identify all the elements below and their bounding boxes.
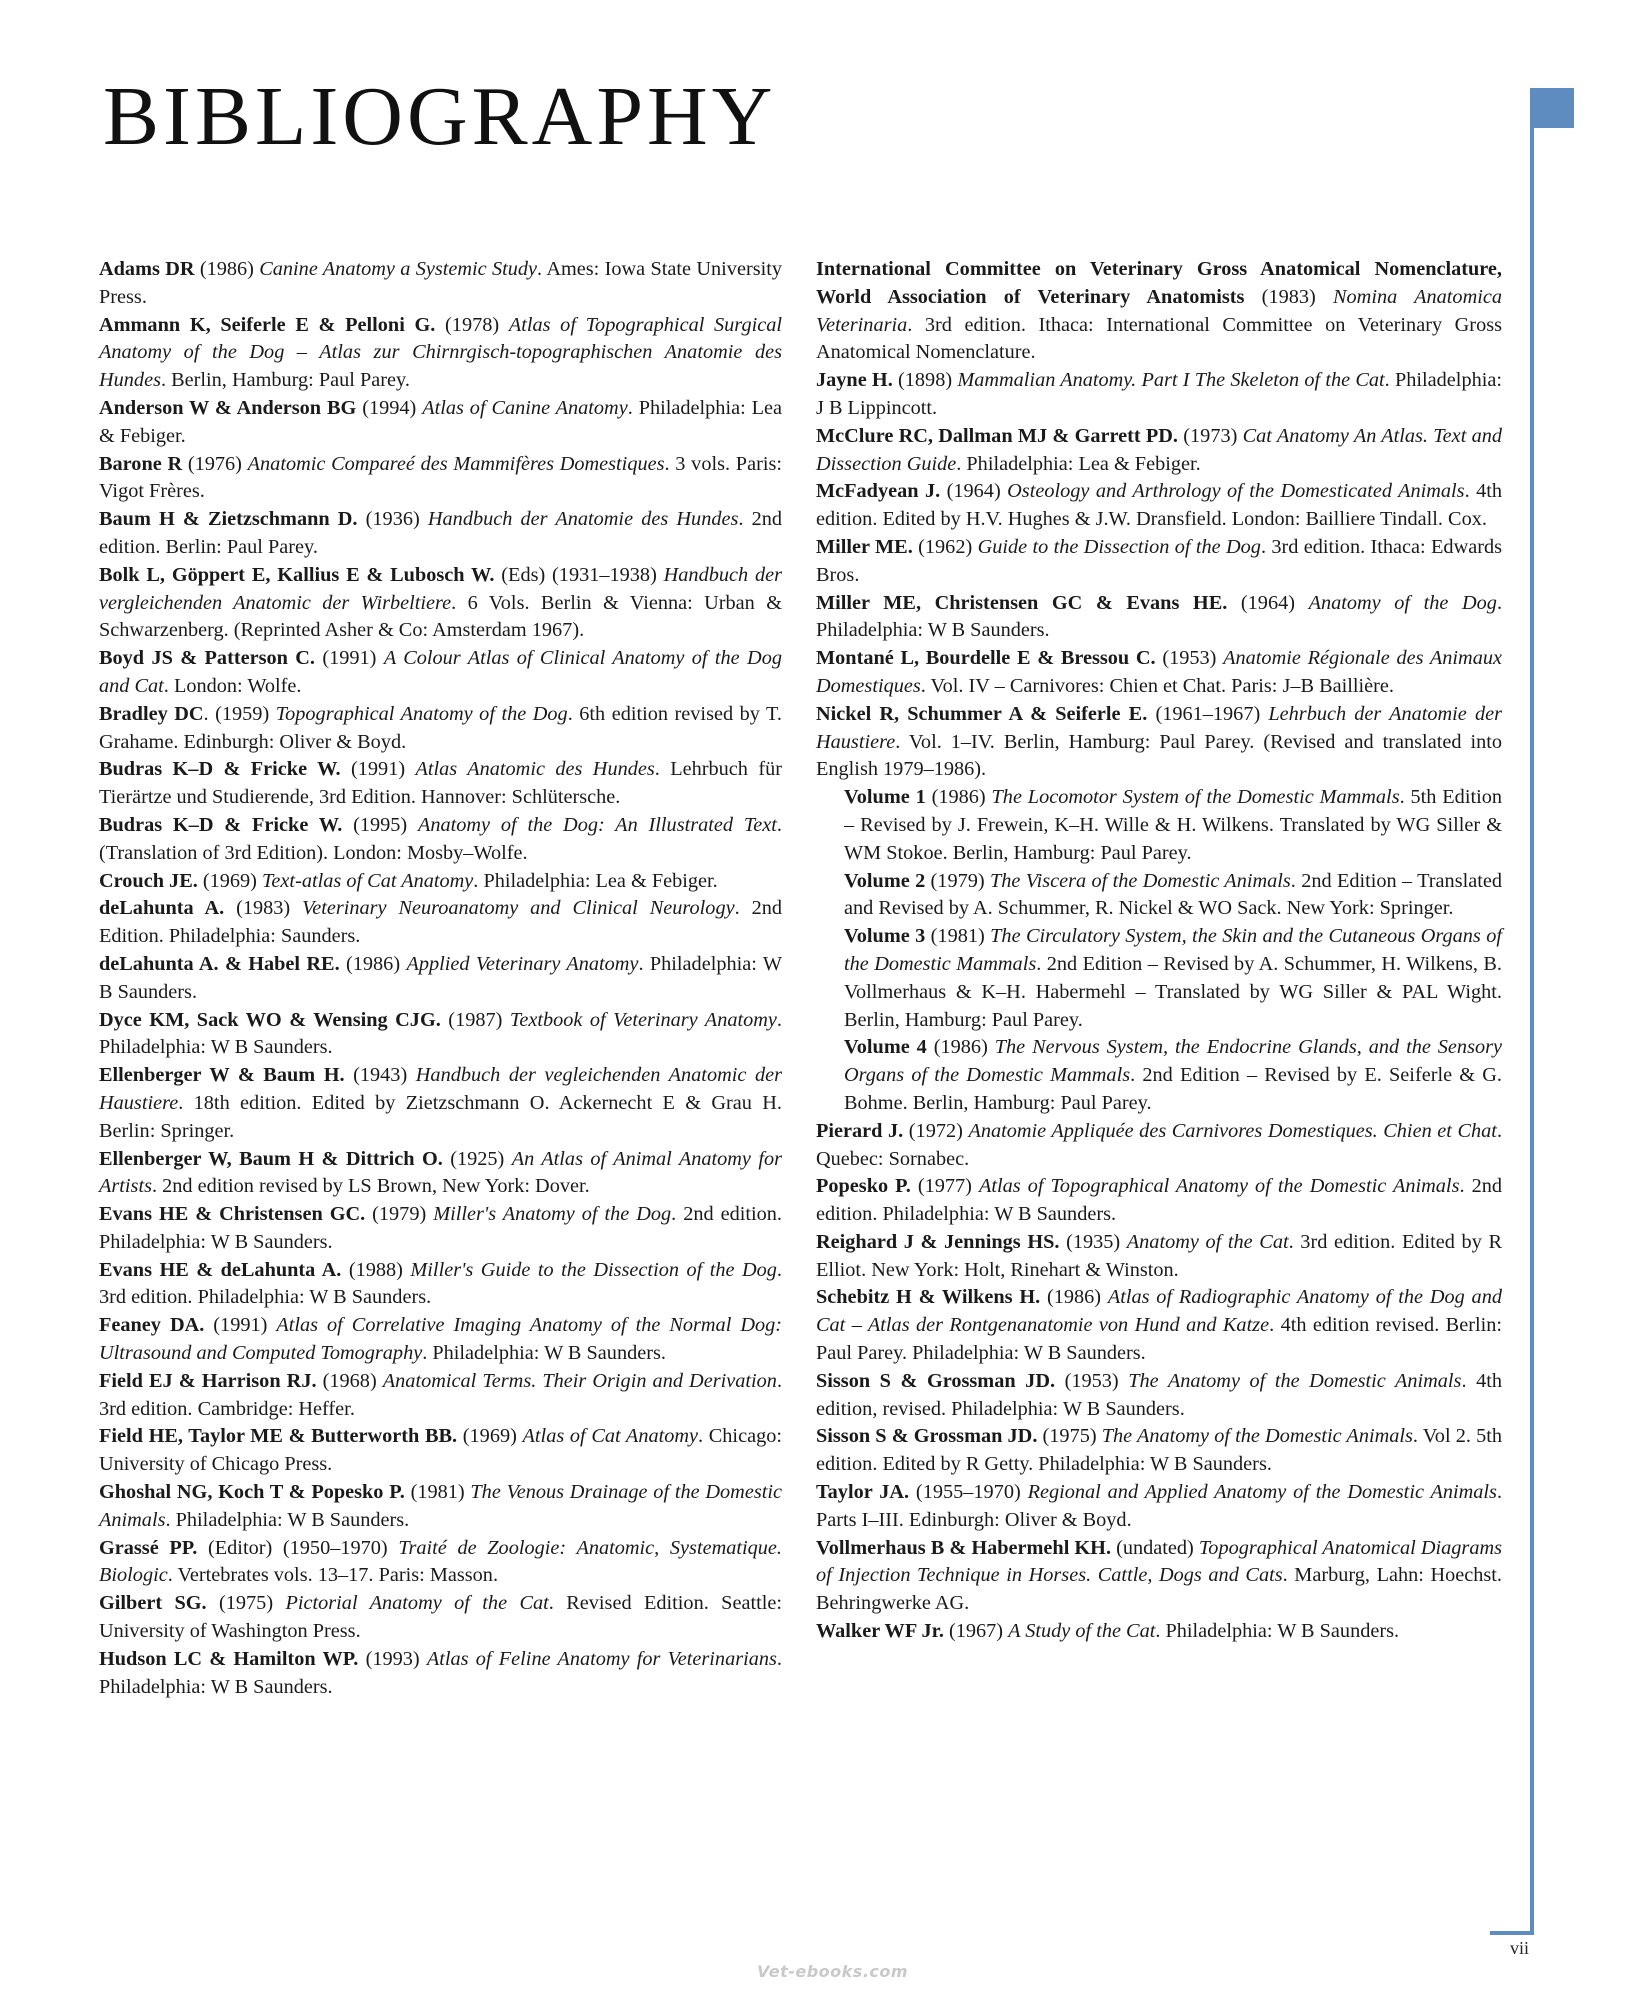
- entry-title: The Viscera of the Domestic Animals: [989, 869, 1291, 892]
- entry-year: (1979): [365, 1203, 434, 1226]
- entry-year: (1994): [356, 396, 423, 419]
- bibliography-entry: [99, 1201, 782, 1257]
- entry-details: . 2nd Edition. Philadelphia: Saunders.: [99, 897, 782, 948]
- bibliography-entry: [99, 562, 782, 645]
- entry-year: (1967): [943, 1620, 1009, 1643]
- entry-author: Popesko P.: [816, 1175, 911, 1198]
- entry-author: Montané L, Bourdelle E & Bressou C.: [816, 647, 1156, 670]
- bibliography-entry: [99, 645, 782, 701]
- entry-author: deLahunta A.: [99, 897, 225, 920]
- entry-details: . 3rd edition. Philadelphia: W B Saunders.: [99, 1258, 782, 1309]
- entry-author: Sisson S & Grossman JD.: [816, 1425, 1038, 1448]
- entry-details: . Ames: Iowa State University Press.: [99, 258, 783, 308]
- entry-title: Anatomie Appliquée des Carnivores Domestiques. Chien et Chat: [968, 1119, 1497, 1142]
- entry-title: Handbuch der vergleichenden Anatomic der Wirbeltiere: [99, 563, 782, 614]
- entry-title: Canine Anatomy a Systemic Study: [259, 258, 538, 280]
- entry-title: Anatomy of the Dog: [1308, 591, 1497, 614]
- entry-author: Crouch JE.: [99, 869, 198, 892]
- entry-year: (1986): [339, 952, 407, 975]
- bibliography-entry: [816, 645, 1502, 701]
- entry-year: (1986): [926, 1036, 995, 1059]
- entry-author: Vollmerhaus B & Habermehl KH.: [816, 1536, 1112, 1559]
- entry-details: . 3 vols. Paris: Vigot Frères.: [99, 452, 782, 503]
- bibliography-subentry: [816, 868, 1502, 924]
- bibliography-entry: [99, 1535, 782, 1591]
- entry-details: . Vol 2. 5th edition. Edited by R Getty. Philadelphia: W B Saunders.: [816, 1425, 1502, 1476]
- entry-year: (1987): [440, 1008, 510, 1031]
- entry-author: Pierard J.: [816, 1119, 904, 1142]
- bibliography-entry: [99, 1062, 782, 1145]
- page-title: BIBLIOGRAPHY: [103, 70, 777, 163]
- page-number: vii: [1510, 1938, 1530, 1958]
- entry-author: Sisson S & Grossman JD.: [816, 1369, 1056, 1392]
- entry-details: . Philadelphia: W B Saunders.: [1155, 1620, 1400, 1643]
- entry-author: Ellenberger W & Baum H.: [99, 1064, 345, 1087]
- entry-details: . 2nd edition. Philadelphia: W B Saunders.: [99, 1203, 782, 1253]
- entry-year: (Editor) (1950–1970): [197, 1536, 399, 1559]
- entry-author: Volume 1: [844, 786, 926, 809]
- entry-author: Anderson W & Anderson BG: [99, 396, 357, 419]
- entry-details: . Marburg, Lahn: Hoechst. Behringwerke AG.: [816, 1564, 1502, 1615]
- entry-year: (undated): [1111, 1536, 1199, 1559]
- entry-author: Barone R: [99, 452, 183, 475]
- bibliography-entry: [99, 868, 782, 896]
- entry-author: Schebitz H & Wilkens H.: [816, 1286, 1041, 1309]
- entry-year: (1981): [925, 925, 991, 948]
- entry-title: Atlas of Feline Anatomy for Veterinarians: [426, 1647, 777, 1670]
- entry-year: (1936): [357, 508, 428, 531]
- entry-title: Atlas of Correlative Imaging Anatomy of the Normal Dog: Ultrasound and Computed Tomography: [99, 1314, 782, 1365]
- entry-details: . 6th edition revised by T. Grahame. Edinburgh: Oliver & Boyd.: [99, 702, 783, 753]
- watermark: Vet-ebooks.com: [757, 1962, 909, 1981]
- entry-author: Hudson LC & Hamilton WP.: [99, 1647, 359, 1670]
- entry-details: . Philadelphia: W B Saunders.: [99, 1647, 782, 1698]
- entry-author: Walker WF Jr.: [816, 1620, 944, 1643]
- entry-author: Bolk L, Göppert E, Kallius E & Lubosch W.: [99, 563, 495, 586]
- bibliography-entry: [99, 395, 782, 451]
- entry-author: Field HE, Taylor ME & Butterworth BB.: [99, 1425, 458, 1448]
- entry-title: Handbuch der vegleichenden Anatomic der Haustiere: [99, 1064, 782, 1114]
- bibliography-entry: [99, 1007, 782, 1063]
- bibliography-entry: [816, 1368, 1502, 1424]
- entry-year: (1975): [1037, 1425, 1102, 1448]
- bibliography-entry: [99, 1257, 782, 1313]
- entry-author: Miller ME.: [816, 535, 913, 558]
- entry-title: Handbuch der Anatomie des Hundes: [427, 508, 739, 531]
- entry-title: Atlas of Canine Anatomy: [422, 396, 628, 419]
- entry-details: . 6 Vols. Berlin & Vienna: Urban & Schwarzenberg. (Reprinted Asher & Co: Amsterdam 1967).: [99, 591, 782, 642]
- entry-title: Miller's Anatomy of the Dog: [433, 1203, 672, 1226]
- entry-year: (1993): [358, 1647, 427, 1670]
- entry-details: . Chicago: University of Chicago Press.: [99, 1425, 782, 1476]
- entry-year: (1978): [435, 313, 509, 336]
- entry-year: (1979): [925, 869, 990, 892]
- entry-details: . 4th edition. Edited by H.V. Hughes & J.W. Dransfield. London: Bailliere Tindall. Cox.: [816, 480, 1503, 531]
- entry-title: Lehrbuch der Anatomie der Haustiere: [816, 702, 1502, 753]
- bibliography-entry: [99, 1146, 782, 1202]
- entry-details: . Parts I–III. Edinburgh: Oliver & Boyd.: [816, 1481, 1503, 1531]
- bibliography-entry: [816, 590, 1502, 646]
- entry-title: Anatomical Terms. Their Origin and Derivation: [382, 1369, 777, 1392]
- entry-details: . Philadelphia: Lea & Febiger.: [99, 396, 783, 447]
- entry-title: Nomina Anatomica Veterinaria: [816, 285, 1502, 336]
- entry-title: Atlas of Cat Anatomy: [522, 1425, 699, 1448]
- entry-author: deLahunta A. & Habel RE.: [99, 952, 340, 975]
- bibliography-subentry: [816, 784, 1502, 867]
- entry-author: Budras K–D & Fricke W.: [99, 758, 341, 781]
- entry-author: Reighard J & Jennings HS.: [816, 1230, 1060, 1253]
- bibliography-entry: [816, 1618, 1502, 1646]
- entry-title: Veterinary Neuroanatomy and Clinical Neurology: [302, 897, 735, 920]
- entry-year: (1969): [457, 1425, 523, 1448]
- entry-year: (1964): [940, 480, 1008, 503]
- entry-details: . 5th Edition – Revised by J. Frewein, K–H. Wille & H. Wilkens. Translated by WG Siller & WM Stokoe. Berlin, Hamburg: Paul Parey.: [844, 786, 1503, 864]
- bibliography-left-column: [99, 256, 782, 1701]
- entry-year: (1975): [206, 1592, 286, 1615]
- entry-year: (1925): [442, 1147, 512, 1170]
- entry-title: The Venous Drainage of the Domestic Animals: [99, 1481, 782, 1531]
- bibliography-entry: [816, 256, 1502, 367]
- entry-title: Text-atlas of Cat Anatomy: [262, 869, 474, 892]
- entry-author: McClure RC, Dallman MJ & Garrett PD.: [816, 424, 1179, 447]
- entry-title: A Study of the Cat: [1008, 1620, 1156, 1643]
- entry-author: Baum H & Zietzschmann D.: [99, 508, 358, 531]
- entry-year: (1973): [1178, 424, 1243, 447]
- entry-title: Atlas Anatomic des Hundes: [415, 758, 655, 781]
- accent-foot-rule: [1490, 1931, 1534, 1935]
- entry-details: . Philadelphia: W B Saunders.: [422, 1342, 666, 1365]
- entry-author: Nickel R, Schummer A & Seiferle E.: [816, 702, 1148, 725]
- entry-author: Evans HE & Christensen GC.: [99, 1203, 366, 1226]
- entry-details: . London: Wolfe.: [163, 674, 302, 697]
- bibliography-subentry: [816, 1034, 1502, 1117]
- bibliography-entry: [816, 701, 1502, 784]
- entry-year: (1983): [1244, 285, 1334, 308]
- accent-tab-block: [1530, 88, 1574, 128]
- entry-title: The Anatomy of the Domestic Animals: [1101, 1425, 1413, 1448]
- entry-title: An Atlas of Animal Anatomy for Artists: [99, 1147, 782, 1198]
- entry-details: . (Translation of 3rd Edition). London: Mosby–Wolfe.: [99, 813, 782, 864]
- bibliography-subentry: [816, 923, 1502, 1034]
- entry-details: . 3rd edition. Ithaca: Edwards Bros.: [816, 535, 1503, 586]
- entry-details: . 3rd edition. Ithaca: International Committee on Veterinary Gross Anatomical Nomenclature.: [816, 313, 1502, 364]
- entry-author: Ammann K, Seiferle E & Pelloni G.: [99, 313, 436, 336]
- bibliography-entry: [99, 256, 782, 312]
- entry-author: Adams DR: [99, 258, 195, 280]
- entry-author: Dyce KM, Sack WO & Wensing CJG.: [99, 1008, 441, 1031]
- entry-details: . Vol. IV – Carnivores: Chien et Chat. Paris: J–B Baillière.: [920, 674, 1394, 697]
- entry-details: . Philadelphia: J B Lippincott.: [816, 369, 1502, 419]
- bibliography-entry: [816, 423, 1502, 479]
- entry-year: (1983): [224, 897, 303, 920]
- entry-author: Evans HE & deLahunta A.: [99, 1258, 342, 1281]
- entry-author: Volume 4: [844, 1036, 927, 1059]
- entry-year: (1991): [314, 647, 384, 670]
- entry-title: Miller's Guide to the Dissection of the Dog: [410, 1258, 777, 1281]
- entry-title: Cat Anatomy An Atlas. Text and Dissection Guide: [816, 424, 1503, 475]
- entry-title: Topographical Anatomical Diagrams of Injection Technique in Horses. Cattle, Dogs and Cats: [816, 1536, 1503, 1587]
- entry-year: (1964): [1227, 591, 1309, 614]
- entry-title: Anatomie Régionale des Animaux Domestiques: [816, 647, 1502, 697]
- bibliography-entry: [816, 1229, 1502, 1285]
- entry-year: (1981): [404, 1481, 471, 1504]
- bibliography-entry: [99, 1479, 782, 1535]
- bibliography-entry: [816, 1284, 1502, 1367]
- entry-details: . 2nd edition. Berlin: Paul Parey.: [99, 508, 783, 558]
- bibliography-entry: [816, 1535, 1502, 1618]
- bibliography-entry: [816, 478, 1502, 534]
- entry-author: Taylor JA.: [816, 1481, 910, 1504]
- entry-details: . Vertebrates vols. 13–17. Paris: Masson.: [167, 1564, 499, 1587]
- entry-details: . Berlin, Hamburg: Paul Parey.: [160, 369, 410, 392]
- entry-title: The Nervous System, the Endocrine Glands, and the Sensory Organs of the Domestic Mammals: [844, 1036, 1502, 1087]
- entry-details: . Philadelphia: W B Saunders.: [99, 952, 783, 1003]
- bibliography-entry: [99, 1646, 782, 1702]
- entry-year: (1977): [910, 1175, 979, 1198]
- entry-year: (1961–1967): [1147, 702, 1269, 725]
- entry-details: . 2nd edition revised by LS Brown, New York: Dover.: [151, 1175, 590, 1198]
- bibliography-entry: [99, 1368, 782, 1424]
- bibliography-right-column: [816, 256, 1502, 1646]
- entry-details: . 2nd Edition – Revised by A. Schummer, H. Wilkens, B. Vollmerhaus & K–H. Habermehl – Translated by WG Siller & PAL Wight. Berlin, Hamburg: Paul Parey.: [844, 952, 1502, 1031]
- bibliography-entry: [99, 812, 782, 868]
- entry-details: . Revised Edition. Seattle: University of Washington Press.: [99, 1592, 783, 1643]
- entry-year: (1943): [344, 1064, 416, 1087]
- entry-year: (1976): [182, 452, 248, 475]
- entry-details: . 2nd Edition – Revised by E. Seiferle & G. Bohme. Berlin, Hamburg: Paul Parey.: [844, 1064, 1503, 1114]
- entry-year: (1898): [892, 369, 958, 392]
- entry-title: Textbook of Veterinary Anatomy: [509, 1008, 777, 1031]
- bibliography-entry: [99, 895, 782, 951]
- entry-author: Miller ME, Christensen GC & Evans HE.: [816, 591, 1228, 614]
- entry-title: Traité de Zoologie: Anatomic, Systematique. Biologic: [99, 1536, 782, 1587]
- entry-title: Topographical Anatomy of the Dog: [275, 702, 568, 725]
- entry-title: Anatomic Compareé des Mammifères Domestiques: [247, 452, 665, 475]
- entry-year: (1969): [197, 869, 263, 892]
- bibliography-entry: [816, 534, 1502, 590]
- entry-year: (1972): [903, 1119, 969, 1142]
- bibliography-entry: [99, 506, 782, 562]
- entry-title: Atlas of Topographical Anatomy of the Domestic Animals: [978, 1175, 1460, 1198]
- entry-author: Jayne H.: [816, 369, 893, 392]
- entry-title: Applied Veterinary Anatomy: [406, 952, 639, 975]
- entry-details: . 2nd edition. Philadelphia: W B Saunders.: [816, 1175, 1503, 1226]
- entry-author: Grassé PP.: [99, 1536, 198, 1559]
- entry-year: (1988): [341, 1258, 411, 1281]
- entry-year: (1962): [912, 535, 978, 558]
- entry-details: . 3rd edition. Edited by R Elliot. New York: Holt, Rinehart & Winston.: [816, 1230, 1502, 1281]
- entry-author: Volume 2: [844, 869, 926, 892]
- entry-year: (Eds) (1931–1938): [494, 563, 664, 586]
- accent-vertical-rule: [1530, 128, 1534, 1935]
- entry-year: (1953): [1055, 1369, 1129, 1392]
- entry-author: International Committee on Veterinary Gross Anatomical Nomenclature, World Association of Veterinary Anatomists: [816, 258, 1502, 308]
- entry-author: Feaney DA.: [99, 1314, 205, 1337]
- bibliography-entry: [816, 367, 1502, 423]
- bibliography-entry: [99, 312, 782, 395]
- bibliography-entry: [99, 701, 782, 757]
- entry-author: Volume 3: [844, 925, 926, 948]
- entry-title: Atlas of Radiographic Anatomy of the Dog and Cat – Atlas der Rontgenanatomie von Hund and Katze: [816, 1286, 1502, 1337]
- entry-details: . 18th edition. Edited by Zietzschmann O. Ackernecht E & Grau H. Berlin: Springer.: [99, 1091, 782, 1142]
- entry-year: (1935): [1059, 1230, 1127, 1253]
- entry-author: Budras K–D & Fricke W.: [99, 813, 343, 836]
- entry-author: Ellenberger W, Baum H & Dittrich O.: [99, 1147, 443, 1170]
- entry-details: . Quebec: Sornabec.: [816, 1119, 1503, 1170]
- entry-title: Regional and Applied Anatomy of the Domestic Animals: [1027, 1481, 1497, 1504]
- entry-details: . Philadelphia: Lea & Febiger.: [473, 869, 718, 892]
- bibliography-entry: [816, 1479, 1502, 1535]
- entry-title: The Circulatory System, the Skin and the Cutaneous Organs of the Domestic Mammals: [844, 925, 1502, 975]
- bibliography-entry: [99, 1312, 782, 1368]
- entry-details: . Philadelphia: W B Saunders.: [99, 1008, 782, 1059]
- entry-details: . Lehrbuch für Tierärtze und Studierende, 3rd Edition. Hannover: Schlütersche.: [99, 758, 782, 809]
- entry-title: Anatomy of the Cat: [1126, 1230, 1289, 1253]
- entry-title: Osteology and Arthrology of the Domesticated Animals: [1007, 480, 1465, 503]
- entry-title: Anatomy of the Dog: An Illustrated Text: [417, 813, 777, 836]
- entry-year: (1991): [340, 758, 416, 781]
- entry-title: A Colour Atlas of Clinical Anatomy of the Dog and Cat: [99, 647, 782, 697]
- entry-year: (1991): [204, 1314, 277, 1337]
- entry-title: Mammalian Anatomy. Part I The Skeleton of the Cat: [957, 369, 1385, 392]
- entry-year: (1986): [925, 786, 992, 809]
- entry-details: . 4th edition revised. Berlin: Paul Parey. Philadelphia: W B Saunders.: [816, 1314, 1502, 1365]
- bibliography-entry: [816, 1173, 1502, 1229]
- entry-year: (1986): [194, 258, 260, 280]
- bibliography-entry: [816, 1423, 1502, 1479]
- bibliography-entry: [816, 1118, 1502, 1174]
- entry-author: Ghoshal NG, Koch T & Popesko P.: [99, 1481, 405, 1504]
- entry-title: Atlas of Topographical Surgical Anatomy of the Dog – Atlas zur Chirnrgisch-topographischen Anatomie des Hundes: [99, 313, 783, 392]
- entry-year: . (1959): [203, 702, 276, 725]
- entry-details: . Philadelphia: Lea & Febiger.: [956, 452, 1201, 475]
- entry-title: Pictorial Anatomy of the Cat: [285, 1592, 549, 1615]
- bibliography-entry: [99, 756, 782, 812]
- entry-details: . 3rd edition. Cambridge: Heffer.: [99, 1369, 783, 1420]
- entry-year: (1955–1970): [909, 1481, 1028, 1504]
- entry-author: McFadyean J.: [816, 480, 941, 503]
- entry-title: The Anatomy of the Domestic Animals: [1128, 1369, 1462, 1392]
- entry-year: (1986): [1040, 1286, 1108, 1309]
- entry-details: . Philadelphia: W B Saunders.: [165, 1508, 410, 1531]
- entry-title: Guide to the Dissection of the Dog: [977, 535, 1261, 558]
- entry-author: Field EJ & Harrison RJ.: [99, 1369, 317, 1392]
- entry-year: (1995): [342, 813, 418, 836]
- entry-author: Bradley DC: [99, 702, 204, 725]
- entry-author: Boyd JS & Patterson C.: [99, 647, 315, 670]
- bibliography-entry: [99, 1590, 782, 1646]
- entry-year: (1968): [316, 1369, 383, 1392]
- entry-title: The Locomotor System of the Domestic Mammals: [991, 786, 1400, 809]
- bibliography-entry: [99, 451, 782, 507]
- entry-details: . 2nd Edition – Translated and Revised by A. Schummer, R. Nickel & WO Sack. New York: Springer.: [844, 869, 1503, 920]
- bibliography-entry: [99, 951, 782, 1007]
- entry-details: . Philadelphia: W B Saunders.: [816, 591, 1503, 642]
- entry-details: . 4th edition, revised. Philadelphia: W B Saunders.: [816, 1369, 1502, 1420]
- entry-details: . Vol. 1–IV. Berlin, Hamburg: Paul Parey. (Revised and translated into English 1979–1986).: [816, 730, 1502, 781]
- entry-author: Gilbert SG.: [99, 1592, 207, 1615]
- bibliography-entry: [99, 1423, 782, 1479]
- entry-year: (1953): [1155, 647, 1224, 670]
